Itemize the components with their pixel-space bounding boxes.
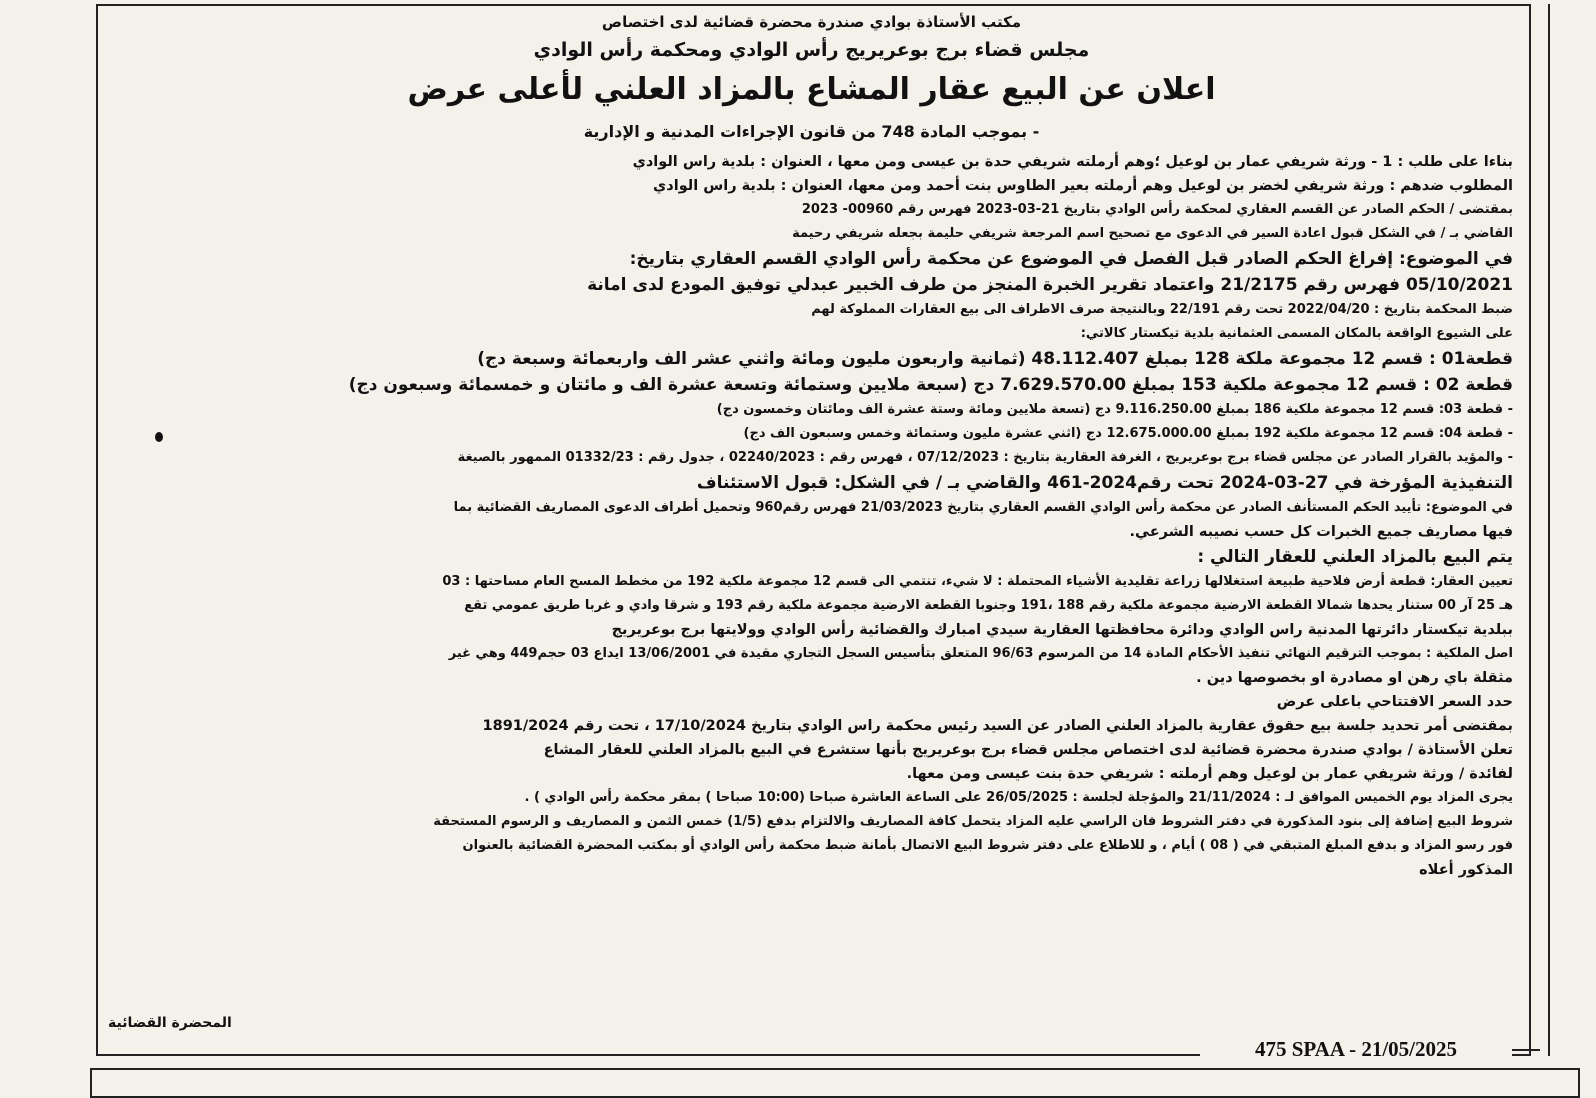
expert-report-line: 05/10/2021 فهرس رقم 21/2175 واعتماد تقرير الخبرة المنجز من طرف الخبير عبدلي توفيق المودع لدى امانة — [587, 275, 1513, 295]
auction-date-line: يجرى المزاد يوم الخميس الموافق لـ : 21/11/2024 والمؤجلة لجلسة : 26/05/2025 على الساعة العاشرة صباحا (10:00 صباحا ) بمقر محكمة رأس الوادي ) . — [524, 790, 1513, 805]
bullet-dot — [155, 432, 163, 442]
ownership-origin-line: اصل الملكية : بموجب الترقيم النهائي تنفيذ الأحكام المادة 14 من المرسوم 96/63 المتعلق بتأسيس السجل التجاري مقيدة في 13/06/2001 ايداع 03 حجم449 وهي غير — [448, 646, 1513, 661]
session-order-line: بمقتضى أمر تحديد جلسة بيع حقوق عقارية بالمزاد العلني الصادر عن السيد رئيس محكمة راس الوادي بتاريخ 17/10/2024 ، تحت رقم 1891/2024 — [482, 718, 1513, 734]
judgment-line: بمقتضى / الحكم الصادر عن القسم العقاري لمحكمة رأس الوادي بتاريخ 21-03-2023 فهرس رقم 00960- 2023 — [801, 202, 1513, 217]
sale-intro-line: يتم البيع بالمزاد العلني للعقار التالي : — [1197, 547, 1513, 567]
announcement-title: اعلان عن البيع عقار المشاع بالمزاد العلني لأعلى عرض — [407, 72, 1216, 107]
registry-line: ضبط المحكمة بتاريخ : 2022/04/20 تحت رقم 22/191 وبالنتيجة صرف الاطراف الى بيع العقارات المملوكة لهم — [811, 302, 1513, 317]
location-line: على الشيوع الواقعة بالمكان المسمى العثمانية بلدية تيكستار كالاتي: — [1080, 326, 1513, 341]
announcement-body — [110, 10, 1513, 882]
council-line: مجلس قضاء برج بوعريريج رأس الوادي ومحكمة رأس الوادي — [533, 39, 1090, 61]
address-line: المذكور أعلاه — [1419, 862, 1513, 878]
next-ad-frame — [90, 1068, 1580, 1098]
lot-3: - قطعة 03: قسم 12 مجموعة ملكية 186 بمبلغ 9.116.250.00 دج (تسعة ملايين ومائة وستة عشرة الف ومائتان وخمسون دج) — [716, 402, 1513, 417]
property-boundaries-line: هـ 25 آر 00 ستنار يحدها شمالا القطعة الارضية مجموعة ملكية رقم 188 ،191 وجنوبا القطعة الارضية مجموعة ملكية رقم 193 و شرقا وادي و غربا طريق عمومي تقع — [464, 598, 1513, 613]
sale-conditions-line: شروط البيع إضافة إلى بنود المذكورة في دفتر الشروط فان الراسي عليه المزاد يتحمل كافة المصاريف والالتزام بدفع (1/5) خمس الثمن و المصاريف و الرسوم المستحقة — [433, 814, 1513, 829]
lot-4: - قطعة 04: قسم 12 مجموعة ملكية 192 بمبلغ 12.675.000.00 دج (اثني عشرة مليون وستمائة وخمس وسبعون الف دج) — [743, 426, 1513, 441]
office-line: مكتب الأستاذة بوادي صندرة محضرة قضائية لدى اختصاص — [601, 13, 1022, 31]
column-divider — [1548, 4, 1550, 1056]
ruling-line: القاضي بـ / في الشكل قبول اعادة السير في الدعوى مع تصحيح اسم المرجعة شريفي حليمة بجعله شريفي رحيمة — [792, 226, 1513, 241]
footer-reference: 475 SPAA - 21/05/2025 — [1200, 1034, 1512, 1064]
announcement-frame — [96, 4, 1531, 1056]
law-reference: - بموجب المادة 748 من قانون الإجراءات المدنية و الإدارية — [583, 122, 1040, 141]
property-designation-line: تعيين العقار: قطعة أرض فلاحية طبيعة استغلالها زراعة تقليدية الأشياء المحتملة : لا شيء، تنتمي الى قسم 12 مجموعة ملكية 192 من مخطط المسح العام مساحتها : 03 — [442, 574, 1513, 589]
lot-1: قطعة01 : قسم 12 مجموعة ملكة 128 بمبلغ 48.112.407 (ثمانية واربعون مليون ومائة واثني عشر الف واربعمائة وسبعة دج) — [477, 349, 1513, 369]
signature: المحضرة القضائية — [108, 1015, 232, 1031]
payment-terms-line: فور رسو المزاد و بدفع المبلغ المتبقي في ( 08 ) أيام ، و للاطلاع على دفتر شروط البيع الاتصال بأمانة ضبط محكمة رأس الوادي أو بمكتب المحضرة القضائية بالعنوان — [462, 838, 1513, 853]
appeal-decision-line: - والمؤيد بالقرار الصادر عن مجلس قضاء برج بوعريريج ، الغرفة العقارية بتاريخ : 07/12/2023 ، فهرس رقم : 02240/2023 ، جدول رقم : 01332/23 الممهور بالصيغة — [457, 450, 1513, 465]
property-location-line: ببلدية تيكستار دائرتها المدنية راس الوادي ودائرة محافظتها العقارية سيدي امبارك والقضائية رأس الوادي وولايتها برج بوعريريج — [611, 622, 1513, 638]
expenses-line: فيها مصاريف جميع الخبرات كل حسب نصيبه الشرعي. — [1129, 524, 1513, 540]
opening-price-line: حدد السعر الافتتاحي باعلى عرض — [1276, 694, 1513, 710]
beneficiary-line: لفائدة / ورثة شريفي عمار بن لوعيل وهم أرملته : شريفي حدة بنت عيسى ومن معها. — [906, 766, 1513, 782]
subject-line: في الموضوع: إفراغ الحكم الصادر قبل الفصل في الموضوع عن محكمة رأس الوادي القسم العقاري بتاريخ: — [629, 249, 1513, 269]
lot-2: قطعة 02 : قسم 12 مجموعة ملكية 153 بمبلغ 7.629.570.00 دج (سبعة ملايين وستمائة وتسعة عشرة الف و مائتان و خمسمائة وسبعون دج) — [348, 375, 1513, 395]
merits-line: في الموضوع: تأييد الحكم المستأنف الصادر عن محكمة رأس الوادي القسم العقاري بتاريخ 21/03/2023 فهرس رقم960 وتحميل أطراف الدعوى المصاريف القضائية بما — [453, 500, 1513, 515]
defendants-line: المطلوب ضدهم : ورثة شريفي لخضر بن لوعيل وهم أرملته بعير الطاوس بنت أحمد ومن معها، العنوان : بلدية راس الوادي — [653, 178, 1513, 194]
bailiff-announcement-line: تعلن الأستاذة / بوادي صندرة محضرة قضائية لدى اختصاص مجلس قضاء برج بوعريريج بأنها ستشرع في البيع بالمزاد العلني للعقار المشاع — [543, 742, 1513, 758]
requester-line: بناءا على طلب : 1 - ورثة شريفي عمار بن لوعيل ؛وهم أرملته شريفي حدة بن عيسى ومن معها ، العنوان : بلدية راس الوادي — [632, 154, 1513, 170]
encumbrance-line: مثقلة باي رهن او مصادرة او بخصوصها دين . — [1196, 670, 1513, 686]
executive-form-line: التنفيذية المؤرخة في 27-03-2024 تحت رقم2024-461 والقاضي بـ / في الشكل: قبول الاستئناف — [696, 473, 1513, 493]
